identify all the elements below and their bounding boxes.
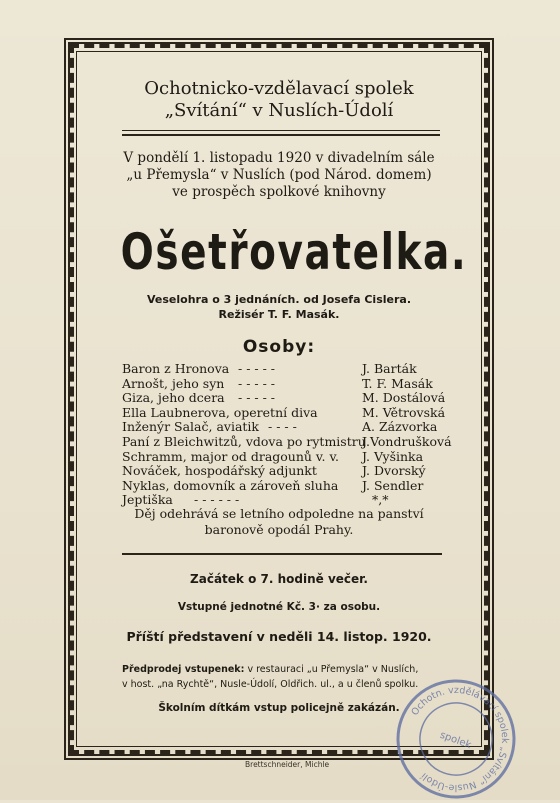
cast-row bbox=[122, 362, 462, 377]
section-divider bbox=[122, 553, 442, 555]
intro-line-1: V pondělí 1. listopadu 1920 v divadelním sále bbox=[123, 150, 435, 166]
presale-line-2: v host. „na Rychtě“, Nusle-Údolí, Oldřich. ul., a u členů spolku. bbox=[122, 679, 419, 690]
cast-dashes: - - - - - bbox=[238, 361, 276, 376]
society-name-line1: Ochotnicko-vzdělavací spolek bbox=[144, 78, 414, 99]
cast-actor: T. F. Masák bbox=[362, 375, 433, 391]
society-stamp bbox=[392, 675, 520, 803]
printer-credit: Brettschneider, Michle bbox=[245, 760, 330, 769]
header-rule bbox=[122, 130, 440, 131]
cast-role: Inženýr Salač, aviatik bbox=[122, 419, 260, 435]
cast-row bbox=[122, 420, 462, 435]
cast-list bbox=[122, 362, 462, 508]
cast-role: Nyklas, domovník a zároveň sluha bbox=[122, 477, 339, 493]
cast-role: Paní z Bleichwitzů, vdova po rytmistru bbox=[122, 433, 366, 449]
cast-role: Baron z Hronova bbox=[122, 361, 230, 376]
cast-row bbox=[122, 464, 462, 479]
cast-actor: *,* bbox=[372, 492, 389, 508]
cast-row bbox=[122, 406, 462, 421]
presale-label: Předprodej vstupenek: bbox=[122, 664, 245, 675]
cast-row bbox=[122, 435, 462, 450]
cast-role: Giza, jeho dcera bbox=[122, 390, 225, 406]
cast-dashes: - - - - - - bbox=[194, 492, 240, 508]
header-rule-thick bbox=[122, 134, 440, 136]
play-genre: Veselohra o 3 jednáních. od Josefa Cislera. bbox=[146, 293, 411, 306]
cast-actor: M. Větrovská bbox=[362, 404, 446, 420]
cast-actor: A. Zázvorka bbox=[362, 419, 438, 435]
stamp-center-text: spolek bbox=[438, 729, 473, 752]
admission-price: Vstupné jednotné Kč. 3· za osobu. bbox=[177, 601, 381, 613]
cast-dashes: - - - - - bbox=[238, 390, 276, 406]
cast-actor: J. Barták bbox=[362, 361, 417, 376]
cast-actor: J. Dvorský bbox=[362, 463, 426, 479]
play-director: Režisér T. F. Masák. bbox=[218, 308, 340, 321]
cast-role: Arnošt, jeho syn bbox=[122, 375, 225, 391]
cast-actor: J. Sendler bbox=[362, 477, 424, 493]
intro-line-3: ve prospěch spolkové knihovny bbox=[172, 184, 386, 200]
cast-role: Nováček, hospodářský adjunkt bbox=[122, 463, 317, 479]
setting-line-1: Děj odehrává se letního odpoledne na panství bbox=[134, 506, 424, 521]
cast-row bbox=[122, 377, 462, 392]
cast-role: Jeptiška bbox=[122, 492, 173, 508]
children-notice: Školním dítkám vstup policejně zakázán. bbox=[158, 702, 400, 714]
cast-row bbox=[122, 391, 462, 406]
cast-actor: J.Vondrušková bbox=[362, 433, 452, 449]
cast-actor: M. Dostálová bbox=[362, 390, 446, 406]
setting-line-2: baronově opodál Prahy. bbox=[204, 522, 354, 537]
cast-heading: Osoby: bbox=[242, 337, 316, 357]
intro-line-2: „u Přemysla“ v Nuslích (pod Národ. domem) bbox=[126, 167, 432, 183]
cast-role: Ella Laubnerova, operetní diva bbox=[122, 404, 318, 420]
start-time: Začátek o 7. hodině večer. bbox=[190, 572, 368, 586]
cast-dashes: - - - - - bbox=[238, 375, 276, 391]
cast-row bbox=[122, 450, 462, 465]
presale-line1-text: v restauraci „u Přemysla“ v Nuslích, bbox=[247, 664, 419, 675]
cast-role: Schramm, major od dragounů v. v. bbox=[122, 448, 340, 464]
cast-dashes: - - - - bbox=[268, 419, 297, 435]
play-title: Ošetřovatelka. bbox=[120, 223, 468, 281]
society-name-line2: „Svítání“ v Nuslích-Údolí bbox=[164, 100, 394, 121]
next-performance: Příští představení v neděli 14. listop. 1920. bbox=[126, 629, 432, 644]
stamp-ring-text: Ochotn. vzdělávací spolek „Svítání“ Nusle-Údolí bbox=[409, 684, 511, 794]
cast-row bbox=[122, 479, 462, 494]
cast-actor: J. Vyšinka bbox=[362, 448, 424, 464]
